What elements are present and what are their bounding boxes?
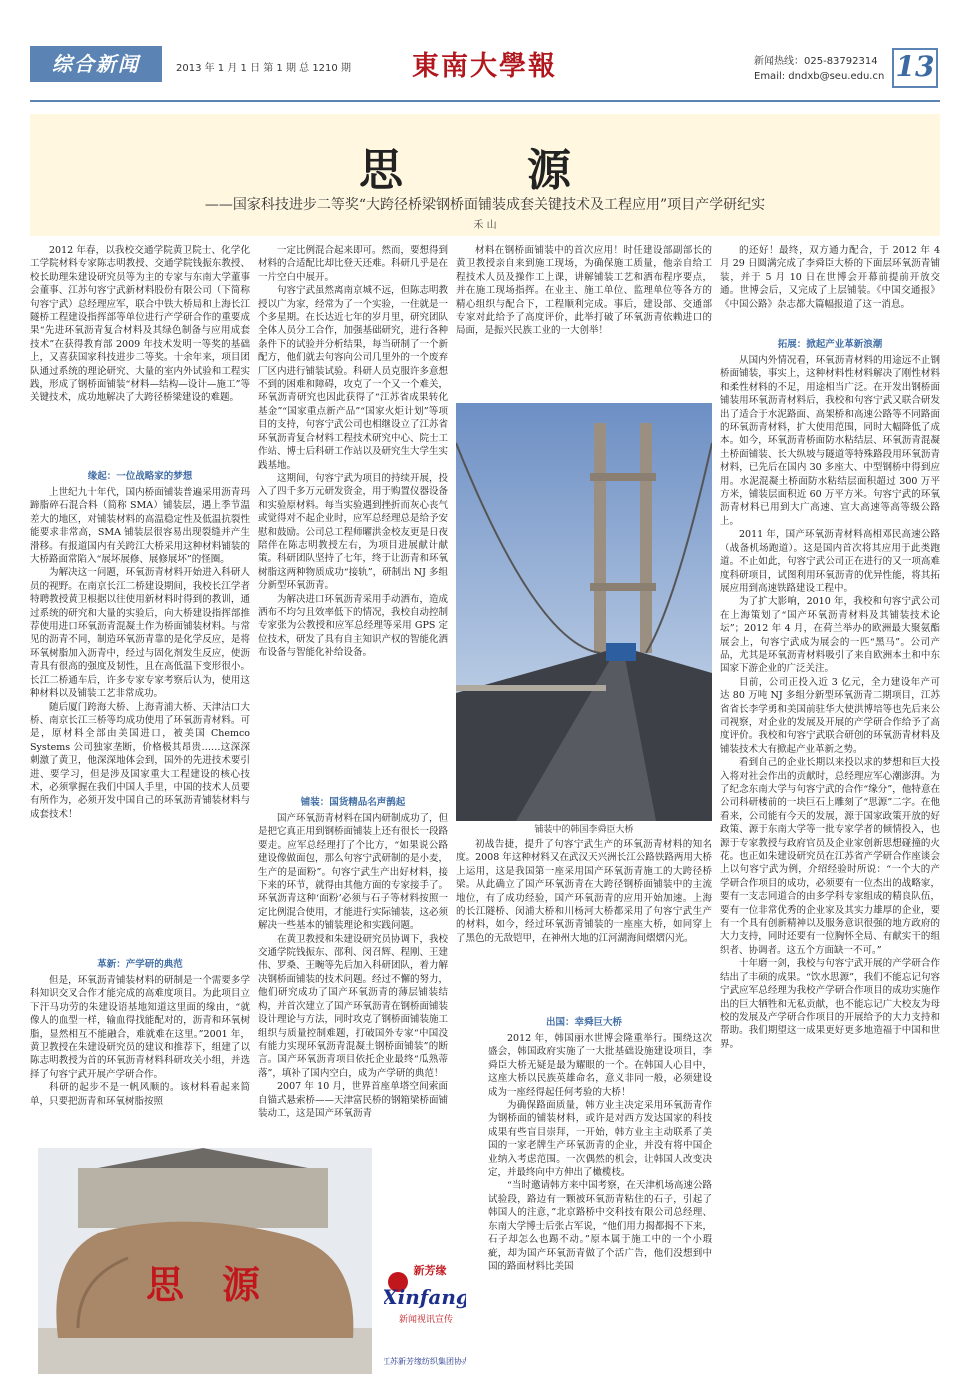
issue-info: 2013 年 1 月 1 日 第 1 期 总 1210 期 <box>176 63 351 74</box>
email-link[interactable]: Email: dndxb@seu.edu.cn <box>754 71 885 82</box>
stone-photo <box>38 1148 372 1374</box>
contact-info <box>754 54 884 84</box>
column-1-intro <box>30 244 250 469</box>
paragraph: 为解决进口环氧沥青采用手动洒布，造成洒布不均匀且效率低下的情况，我校自动控制专家张为公教授和应军总经理等采用 GPS 定位技术，研发了具有自主知识产权的智能化洒布设备与智能化补给设备。 <box>258 593 448 659</box>
paragraph: 随后厦门跨海大桥、上海青浦大桥、天津沽口大桥、南京长江三桥等均成功使用了环氧沥青材料。可是，原材料全部由美国进口，被美国 Chemco Systems 公司独家垄断，价格极其昂贵……这深深刺激了黄卫，他深深地体会到，国外的先进技术要引进、要学习，但是涉及国家重大工程建设的核心技术，必须掌握在我们中国人手里，中国的技术人员要有所作为，必须开发中国自己的环氧沥青铺装材料与成套技术！ <box>30 701 250 820</box>
heading-innovation: 革新：产学研的典范 <box>97 959 183 970</box>
masthead <box>30 44 940 102</box>
svg-text:新闻视讯宣传: 新闻视讯宣传 <box>398 1315 454 1325</box>
bridge-photo <box>456 403 712 821</box>
paragraph: “当时邀请韩方来中国考察，在天津机场高速公路试验段，路边有一颗被环氧沥青粘住的石子，引起了韩国人的注意，”北京路桥中交科技有限公司总经理、东南大学博士后张占军说，“他们用力揭都揭不下来，石子却怎么也踢不动。”原本属于施工中的一个小瑕疵，却为国产环氧沥青做了个活广告，他们没想到中国的路面材料比美国 <box>488 1180 712 1272</box>
paragraph: 句容宁武虽然离南京城不远，但陈志明教授以广为家，经常为了一个实验，一住就是一个多星期。在长达近七年的岁月里，研究团队全体人员分工合作，加强基础研究，进行各种条件下的试验并分析结果，每当研制了一个新配方，他们就去句容向公司几里外的一个废弃厂区内进行铺装试验。科研人员克服许多意想不到的困难和障碍，攻克了一个又一个难关，环氧沥青研究也因此获得了“江苏省成果转化基金”“国家重点新产品”“国家火炬计划”等项目的支持，句容宁武公司也相继设立了江苏省环氧沥青复合材料工程技术研究中心、院士工作站、博士后科研工作站以及研究生大学生实践基地。 <box>258 285 448 471</box>
column-3-top <box>456 244 712 394</box>
paragraph: 初战告捷，提升了句容宁武生产的环氧沥青材料的知名度。2008 年这种材料又在武汉天兴洲长江公路铁路两用大桥上运用，这是我国第一座采用国产环氧沥青施工的大跨径桥梁。从此确立了国产环氧沥青在大跨径钢桥面铺装中的主流地位，有了成功经验，国产环氧沥青的应用开始加速。上海的长江隧桥、闵浦大桥和川杨河大桥都采用了句容宁武生产的材料，如今，经过环氧沥青铺装的一座座大桥，如同穿上了黑色的无敌铠甲，在神州大地的江河湖海间熠熠闪光。 <box>456 839 712 944</box>
paragraph: 2011 年，国产环氧沥青材料高相邓民高速公路（战备机场跑道）。这是国内首次将其应用于此类跑道。不止如此，句容宁武公司正在进行的又一项高难度科研项目，试图利用环氧沥青的优异性能，将其拓展应用到高速铁路建设工程中。 <box>720 529 940 594</box>
page-number: 13 <box>892 48 938 88</box>
heading-origin: 缘起：一位战略家的梦想 <box>87 471 193 482</box>
paragraph: 为解决这一问题，环氧沥青材料开始进入科研人员的视野。在南京长江二桥建设期间，我校长江学者特聘教授黄卫根据以往使用新材料时得到的教训，通过系统的研究和大量的实验后，向大桥建设指挥部推荐使用进口环氧沥青混凝土作为桥面铺装材料。与常见的沥青不同，制造环氧沥青靠的是化学反应，是将环氧树脂加入沥青中，经过与固化剂发生反应，使沥青具有很高的强度及韧性，且在高低温下变形很小。长江二桥通车后，许多专家专家考察后认为，使用这种材料以及铺装工艺非常成功。 <box>30 567 250 700</box>
paragraph: 目前，公司正投入近 3 亿元，全力建设年产可达 80 万吨 NJ 多组分新型环氧沥青二期项目，江苏省省长李学勇和美国前驻华大使洪博培等也先后来公司视察，对企业的发展及开展的产学研合作给予了高度评价。我校和句容宁武联合研创的环氧沥青材料及铺装技术大有掀起产业革新之势。 <box>720 676 940 755</box>
paragraph: 材料在钢桥面铺装中的首次应用！时任建设部副部长的黄卫教授亲自来到施工现场，为确保施工质量，他亲自给工程技术人员及操作工上课，讲解铺装工艺和洒布程序要点，并在施工现场指挥。在业主、施工单位、监理单位等各方的精心组织与配合下，工程顺利完成。事后，建设部、交通部专家对此给予了高度评价，此举打破了环氧沥青依赖进口的局面，是振兴民族工业的一大创举！ <box>456 245 712 337</box>
heading-expansion: 拓展：掀起产业革新浪潮 <box>777 339 883 350</box>
xinfang-logo <box>384 1260 466 1372</box>
paragraph: 这期间，句容宁武为项目的持续开展，投入了四千多万元研发资金，用于购置仪器设备和实验原材料。每当实验遇到挫折而灰心丧气或觉得对不起企业时，应军总经理总是给予安慰和鼓励。公司总工程师曜洪金校友更是日夜陪伴在陈志明教授左右，为项目进展献计献策。科研团队坚持了七年，终于让沥青和环氧树脂这两种物质成功“接轨”，研制出 NJ 多组分新型环氧沥青。 <box>258 472 448 592</box>
paragraph: 的还好！最终，双方通力配合，于 2012 年 4 月 29 日圆满完成了李舜臣大桥的下面层环氧沥青铺装，并于 5 月 10 日在世博会开幕前提前开放交通。世博会后，又完成了上层铺装。《中国交通报》《中国公路》杂志都大篇幅报道了这一消息。 <box>720 245 940 310</box>
stone-illustration <box>38 1148 372 1374</box>
column-4-body <box>720 354 940 1382</box>
paragraph: 看到自己的企业长期以来投以求的梦想和巨大投入将对社会作出的贡献时，总经理应军心潮澎湃。为了纪念东南大学与句容宁武的合作“缘分”，他特意在公司科研楼前的一块巨石上雕刻了“思源”二字。在他看来，公司能有今天的发展，源于国家政策开放的好政策、源于东南大学等一批专家学者的倾情投入，也源于专家教授与政府官员及企业家创新思想碰撞的火花。也正如朱建设研究员在江苏省产学研合作座谈会上以句容宁武为例，介绍经验时所说：“一个大的产学研合作项目的成功，必须要有一位杰出的战略家，要有一支志同道合的由多学科专家组成的精良队伍，要有一位非常优秀的企业家及其实力雄厚的企业，要有一个具有创新精神以及服务意识很强的地方政府的大力支持，同时还要有一位胸怀全局、有献实干的组织者、协调者。这五个方面缺一不可。” <box>720 757 940 956</box>
column-1-tail <box>30 974 250 1139</box>
paragraph: 为确保路面质量，韩方业主决定采用环氧沥青作为钢桥面的铺装材料，或许是对西方发达国家的科技成果有些盲目崇拜，一开始，韩方业主主动联系了美国的一家老牌生产环氧沥青的企业，并没有将中国企业纳入考虑范围。一次偶然的机会，让韩国人改变决定，并最终向中方伸出了橄榄枝。 <box>488 1100 712 1179</box>
paragraph: 2012 年，韩国丽水世博会隆重举行。围绕这次盛会，韩国政府实施了一大批基础设施建设项目，李舜臣大桥无疑是最为耀眼的一个。在韩国人心目中，这座大桥以民族英雄命名，意义非同一般，必须建设成为一座经得起任何考验的大桥！ <box>488 1033 712 1098</box>
paragraph: 在黄卫教授和朱建设研究员协调下，我校交通学院钱振东、邵利、闵召辉、程刚、王建伟、罗桑、王畹等先后加入科研团队，着力解决钢桥面铺装的技术问题。经过不懈的努力，他们研究成功了国产环氧沥青的薄层铺装结构，并首次建立了国产环氧沥青在钢桥面铺装设计理论与方法，同时攻克了钢桥面铺装施工组织与质量控制难题，打破国外专家“中国没有能力实现环氧沥青混凝土钢桥面铺装”的断言。国产环氧沥青项目依托企业最终“瓜熟蒂落”，填补了国内空白，成为产学研的典范！ <box>258 933 448 1079</box>
column-4-top <box>720 244 940 336</box>
paper-name: 東南大學報 <box>412 51 557 82</box>
article-subtitle: ——国家科技进步二等奖“大跨径桥梁钢桥面铺装成套关键技术及工程应用”项目产学研纪实 <box>204 197 766 213</box>
paragraph: 2007 年 10 月，世界首座单塔空间索面自锚式悬索桥——天津富民桥的钢箱梁桥面铺装动工，这是国产环氧沥青 <box>258 1081 448 1119</box>
paragraph: 2012 年春，以我校交通学院黄卫院士、化学化工学院材料专家陈志明教授、交通学院钱振东教授、校长助理朱建设研究员等为主的专家与东南大学董事会董事、江苏句容宁武新材料股份有限公司（下简称句容宁武）总经理应军，联合中铁大桥局和上海长江隧桥工程建设指挥部等单位进行产学研合作的重要成果“先进环氧沥青复合材料及其绿色制备与应用成套技术”在获得教育部 2009 年技术发明一等奖的基础上，又喜获国家科技进步二等奖。十余年来，项目团队通过系统的理论研究、大量的室内外试验和工程实践，形成了钢桥面铺装“材料—结构—设计—施工”等关键技术，成功地解决了大跨径桥梁建设的难题。 <box>30 245 250 404</box>
paragraph: 上世纪九十年代，国内桥面铺装普遍采用沥青玛蹄脂碎石混合料（简称 SMA）铺装层，遇上季节温差大的地区，对铺装材料的高温稳定性及低温抗裂性能要求非常高，SMA 铺装层很容易出现裂缝并产生滑移。有报道国内有关跨江大桥采用这种材料铺装的大桥路面常陷入“展坏展修、展修展坏”的怪圈。 <box>30 487 250 566</box>
paragraph: 从国内外情况看，环氧沥青材料的用途远不止钢桥面铺装，事实上，这种材料性材料解决了刚性材料和柔性材料的不足，用途相当广泛。在开发出钢桥面铺装用环氧沥青材料后，我校和句容宁武又联合研发出了适合于水泥路面、高架桥和高速公路等不同路面的环氧沥青材料，扩大使用范围，同时大幅降低了成本。如今，环氧沥青桥面防水粘结层、环氧沥青混凝土桥面铺装、长大纵坡与隧道等特殊路段用环氧沥青材料，已先后在国内 30 多座大、中型钢桥中得到应用。水泥混凝土桥面防水粘结层面积超过 300 万平方米，铺装层面积近 60 万平方米。句容宁武的环氧沥青材料已用到大广高速、宣大高速等高等级公路上。 <box>720 355 940 527</box>
bridge-illustration <box>456 403 712 821</box>
column-3-middle <box>456 838 712 1014</box>
svg-text:新芳缘: 新芳缘 <box>413 1264 447 1277</box>
paragraph: 一定比例混合起来即可。然而，要想得到材料的合适配比却比登天还难。科研几乎是在一片空白中展开。 <box>258 245 448 283</box>
section-label: 综合新闻 <box>30 46 162 82</box>
paragraph: 科研的起步不是一帆风顺的。该材料看起来简单，只要把沥青和环氧树脂按照 <box>30 1082 250 1107</box>
svg-text:江苏新芳缘纺织集团协办: 江苏新芳缘纺织集团协办 <box>384 1357 466 1366</box>
heading-paving: 铺装：国货精品名声鹊起 <box>300 797 406 808</box>
stone-carving: 思 源 <box>145 1262 261 1307</box>
masthead-rule <box>30 100 940 102</box>
paragraph: 十年磨一剑，我校与句容宁武开展的产学研合作结出了丰硕的成果。“饮水思源”，我们不能忘记句容宁武应军总经理为我校产学研合作项目的成功实施作出的巨大牺牲和无私贡献，也不能忘记广大校友为母校的发展及产学研合作项目的开展给予的大力支持和帮助。我们期望这一成果更好更多地造福于中国和世界。 <box>720 958 940 1050</box>
sponsor-ad <box>384 1260 466 1372</box>
title-block <box>30 114 940 236</box>
column-3-tail <box>488 1032 712 1380</box>
paragraph: 为了扩大影响，2010 年，我校和句容宁武公司在上海策划了“国产环氧沥青材料及其铺装技术论坛”；2012 年 4 月，在荷兰举办的欧洲最大聚氨酯展会上，句容宁武成为展会的一匹“黑马”。公司产品，尤其是环氧沥青材料吸引了来自欧洲本土和中东国家下游企业的广泛关注。 <box>720 596 940 675</box>
hotline: 新闻热线：025-83792314 <box>754 56 878 67</box>
article-author: 禾 山 <box>473 220 497 231</box>
column-2-body <box>258 244 448 794</box>
paragraph: 国产环氧沥青材料在国内研制成功了，但是把它真正用到钢桥面铺装上还有很长一段路要走。应军总经理打了个比方，“如果说公路建设像做面包，那么句容宁武研制的是小麦，生产的是面粉”。句容宁武生产出好材料，接下来的环节，就得由其他方面的专家接手了。环氧沥青这种‘面粉’必须与石子等材料按照一定比例混合使用，才能进行实际铺装，这必须解决一些基本的铺装理论和实践问题。 <box>258 813 448 932</box>
column-1-body <box>30 486 250 956</box>
article-title: 思 源 <box>359 145 611 196</box>
photo-caption: 铺装中的韩国李舜臣大桥 <box>534 825 634 835</box>
heading-overseas: 出国：幸舜巨大桥 <box>545 1017 622 1028</box>
paragraph: 但是，环氧沥青铺装材料的研制是一个需要多学科知识交叉合作才能完成的高难度项目。为此项目立下汗马功劳的朱建设语基地知道这里面的缘由，“就像人的血型一样，输血得找能配对的，沥青和环氧树脂，显然相互不能融合，难就难在这里。”2001 年，黄卫教授在朱建设研究员的建议和推荐下，组建了以陈志明教授为首的环氧沥青材料科研攻关小组，并选择了句容宁武开展产学研合作。 <box>30 975 250 1080</box>
svg-text:Xinfang: Xinfang <box>384 1285 466 1309</box>
